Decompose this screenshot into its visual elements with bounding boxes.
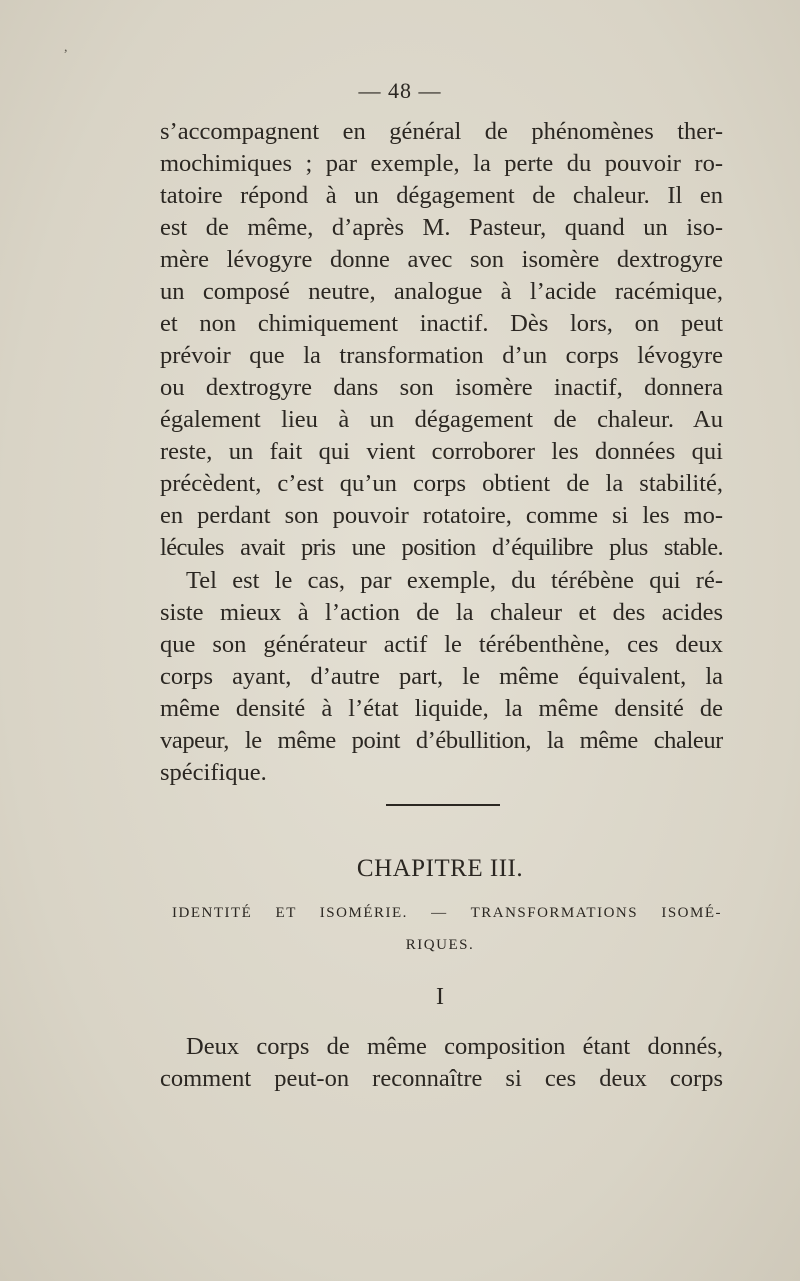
text-line: Deux corps de même composition étant donnés, xyxy=(186,1033,723,1060)
text-line: Tel est le cas, par exemple, du térébène qui ré- xyxy=(186,567,723,594)
text-line: spécifique. xyxy=(160,759,267,786)
chapter-subtitle: IDENTITÉ ET ISOMÉRIE. — TRANSFORMATIONS ISOMÉ- xyxy=(172,905,722,921)
chapter-subtitle: RIQUES. xyxy=(405,937,475,953)
text-line: que son générateur actif le térébenthène, ces deux xyxy=(160,631,723,658)
text-line: s’accompagnent en général de phénomènes ther- xyxy=(160,118,723,145)
section-divider xyxy=(386,804,500,806)
text-line: lécules avait pris une position d’équilibre plus stable. xyxy=(160,534,723,561)
text-line: mère lévogyre donne avec son isomère dextrogyre xyxy=(160,246,723,273)
text-line: prévoir que la transformation d’un corps lévogyre xyxy=(160,342,723,369)
page-number: — 48 — xyxy=(358,78,442,103)
text-line: et non chimiquement inactif. Dès lors, on peut xyxy=(160,310,723,337)
text-line: également lieu à un dégagement de chaleur. Au xyxy=(160,406,723,433)
text-line: est de même, d’après M. Pasteur, quand un iso- xyxy=(160,214,723,241)
text-line: précèdent, c’est qu’un corps obtient de la stabilité, xyxy=(160,470,723,497)
text-line: siste mieux à l’action de la chaleur et des acides xyxy=(160,599,723,626)
text-line: un composé neutre, analogue à l’acide racémique, xyxy=(160,278,723,305)
text-line: vapeur, le même point d’ébullition, la même chaleur xyxy=(160,727,723,754)
text-line: mochimiques ; par exemple, la perte du pouvoir ro- xyxy=(160,150,723,177)
text-line: reste, un fait qui vient corroborer les données qui xyxy=(160,438,723,465)
text-line: en perdant son pouvoir rotatoire, comme si les mo- xyxy=(160,502,723,529)
stray-mark: , xyxy=(64,40,68,55)
chapter-title: CHAPITRE III. xyxy=(356,855,524,882)
section-numeral: I xyxy=(436,984,444,1010)
text-line: comment peut-on reconnaître si ces deux corps xyxy=(160,1065,723,1092)
text-line: corps ayant, d’autre part, le même équivalent, la xyxy=(160,663,723,690)
text-line: ou dextrogyre dans son isomère inactif, donnera xyxy=(160,374,723,401)
text-line: même densité à l’état liquide, la même densité de xyxy=(160,695,723,722)
text-line: tatoire répond à un dégagement de chaleur. Il en xyxy=(160,182,723,209)
